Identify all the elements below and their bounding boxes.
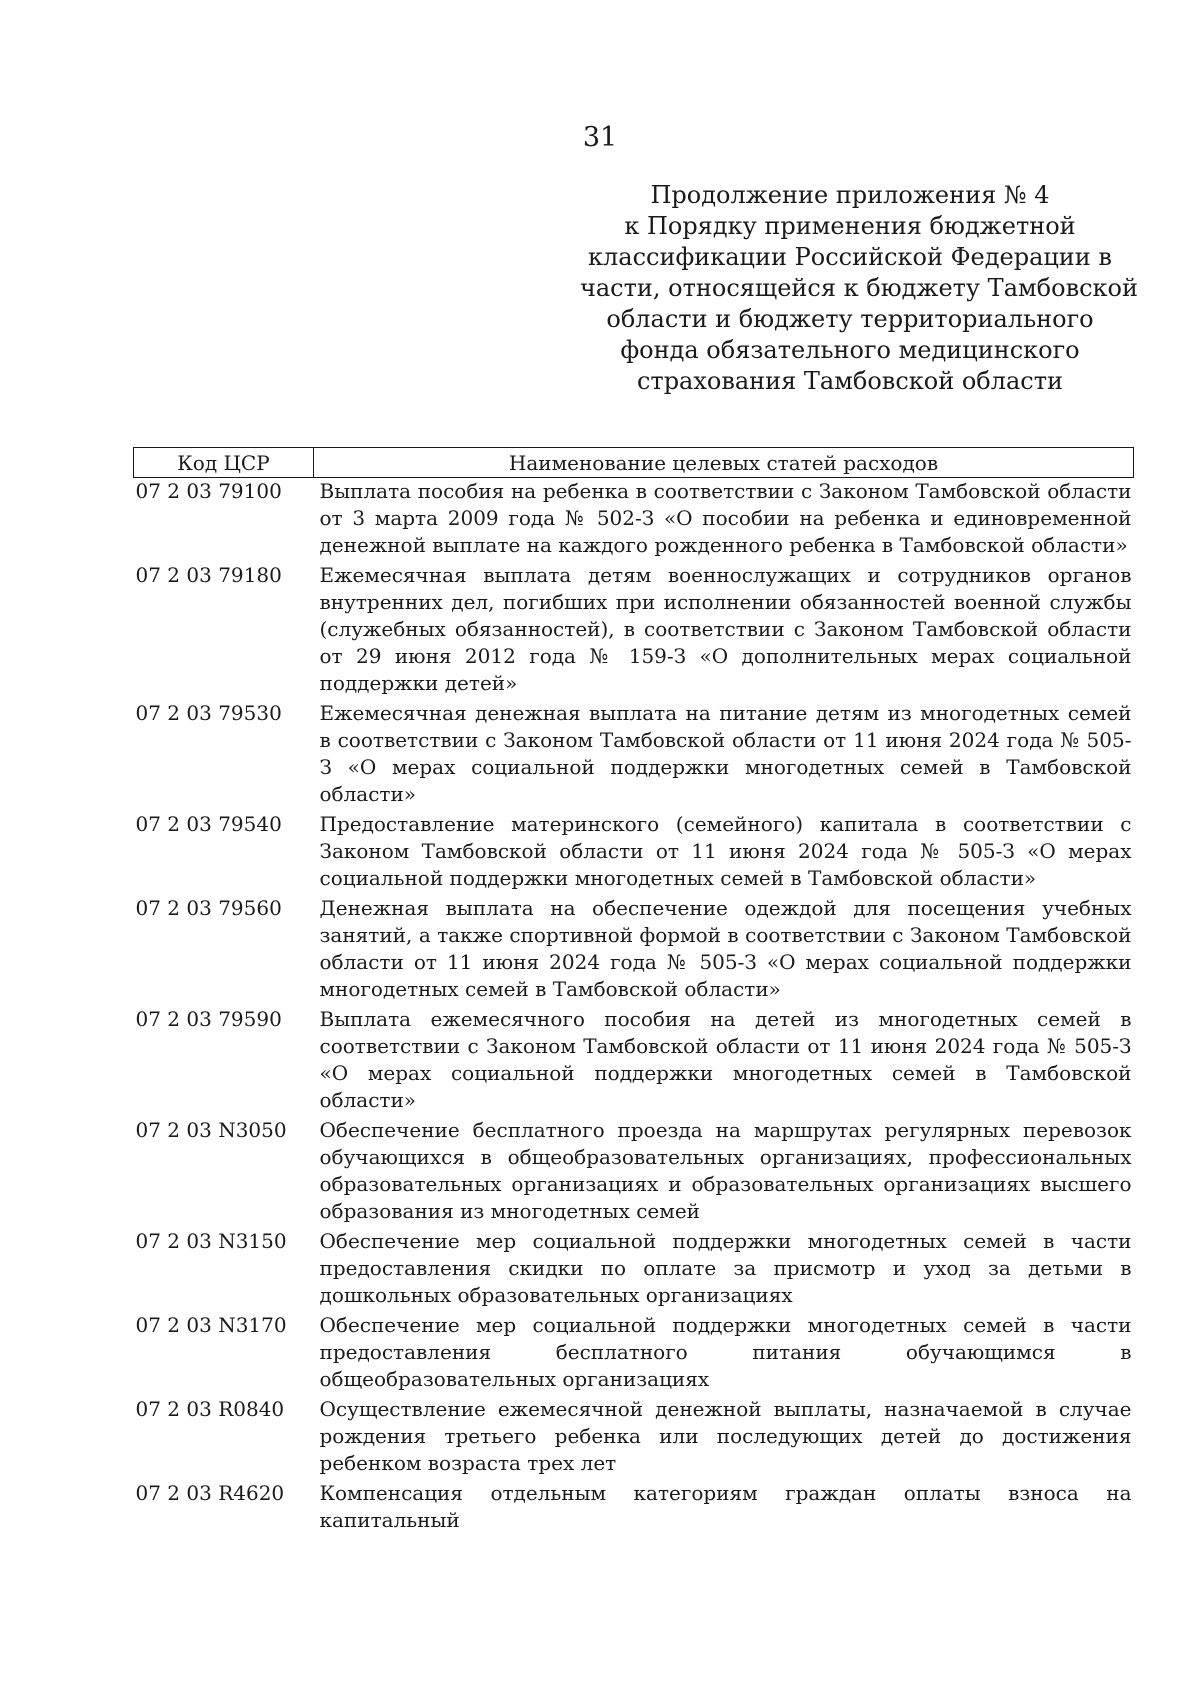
- csr-code: 07 2 03 N3050: [135, 1118, 287, 1142]
- expense-name: Осуществление ежемесячной денежной выплаты, назначаемой в случае рождения третьего ребенка или последующих детей до достижения ребенком возраста трех лет: [319, 1397, 1132, 1475]
- table-row: [134, 1312, 1134, 1396]
- csr-code: 07 2 03 79530: [135, 701, 282, 725]
- csr-code: 07 2 03 79180: [135, 563, 282, 587]
- csr-code: 07 2 03 R0840: [135, 1397, 285, 1421]
- expense-name: Ежемесячная выплата детям военнослужащих и сотрудников органов внутренних дел, погибших при исполнении обязанностей военной службы (служебных обязанностей), в соответствии с Законом Тамбовской области от 29 июня 2012 года № 159-З «О дополнительных мерах социальной поддержки детей»: [319, 563, 1132, 695]
- csr-code: 07 2 03 79540: [135, 812, 282, 836]
- column-header-name: Наименование целевых статей расходов: [314, 448, 1134, 478]
- appendix-header-line: части, относящейся к бюджету Тамбовской: [580, 274, 1138, 302]
- table-row: [134, 1480, 1134, 1537]
- appendix-header-line: Продолжение приложения № 4: [650, 181, 1050, 209]
- expense-name: Обеспечение мер социальной поддержки многодетных семей в части предоставления скидки по оплате за присмотр и уход за детьми в дошкольных образовательных организациях: [319, 1229, 1132, 1307]
- appendix-header-line: страхования Тамбовской области: [636, 367, 1064, 395]
- expense-name: Компенсация отдельным категориям граждан оплаты взноса на капитальный: [319, 1481, 1132, 1532]
- appendix-header-line: фонда обязательного медицинского: [620, 336, 1080, 364]
- csr-code: 07 2 03 N3150: [135, 1229, 287, 1253]
- csr-code: 07 2 03 79590: [135, 1007, 282, 1031]
- csr-code: 07 2 03 79100: [135, 479, 282, 503]
- column-header-code: Код ЦСР: [134, 448, 314, 478]
- page-number: 31: [582, 122, 618, 153]
- expense-name: Денежная выплата на обеспечение одеждой для посещения учебных занятий, а также спортивной формой в соответствии с Законом Тамбовской области от 11 июня 2024 года № 505-З «О мерах социальной поддержки многодетных семей в Тамбовской области»: [319, 896, 1132, 1001]
- csr-code: 07 2 03 79560: [135, 896, 282, 920]
- expense-name: Выплата ежемесячного пособия на детей из многодетных семей в соответствии с Законом Тамбовской области от 11 июня 2024 года № 505-З «О мерах социальной поддержки многодетных семей в Тамбовской области»: [319, 1007, 1132, 1112]
- appendix-header-line: к Порядку применения бюджетной: [624, 212, 1076, 240]
- expense-name: Выплата пособия на ребенка в соответствии с Законом Тамбовской области от 3 марта 2009 года № 502-З «О пособии на ребенка и единовременной денежной выплате на каждого рожденного ребенка в Тамбовской области»: [319, 479, 1132, 557]
- table-row: [134, 1228, 1134, 1312]
- table-row: [134, 1117, 1134, 1228]
- expense-name: Обеспечение мер социальной поддержки многодетных семей в части предоставления бесплатного питания обучающимся в общеобразовательных организациях: [319, 1313, 1132, 1391]
- csr-code: 07 2 03 R4620: [135, 1481, 285, 1505]
- table-row: [134, 811, 1134, 895]
- table-row: [134, 562, 1134, 700]
- table-header-row: [134, 448, 1134, 478]
- expense-name: Обеспечение бесплатного проезда на маршрутах регулярных перевозок обучающихся в общеобразовательных организациях, профессиональных образовательных организациях и образовательных организациях высшего образования из многодетных семей: [319, 1118, 1132, 1223]
- table-row: [134, 478, 1134, 563]
- expense-name: Ежемесячная денежная выплата на питание детям из многодетных семей в соответствии с Законом Тамбовской области от 11 июня 2024 года № 505-З «О мерах социальной поддержки многодетных семей в Тамбовской области»: [319, 701, 1132, 806]
- appendix-header-line: области и бюджету территориального: [606, 305, 1094, 333]
- table-row: [134, 1006, 1134, 1117]
- expense-name: Предоставление материнского (семейного) капитала в соответствии с Законом Тамбовской области от 11 июня 2024 года № 505-З «О мерах социальной поддержки многодетных семей в Тамбовской области»: [319, 812, 1132, 890]
- appendix-header: [580, 180, 1138, 397]
- csr-code: 07 2 03 N3170: [135, 1313, 287, 1337]
- table-row: [134, 700, 1134, 811]
- appendix-header-line: классификации Российской Федерации в: [588, 243, 1112, 271]
- expense-classification-table: [133, 447, 1134, 1537]
- table-row: [134, 895, 1134, 1006]
- table-row: [134, 1396, 1134, 1480]
